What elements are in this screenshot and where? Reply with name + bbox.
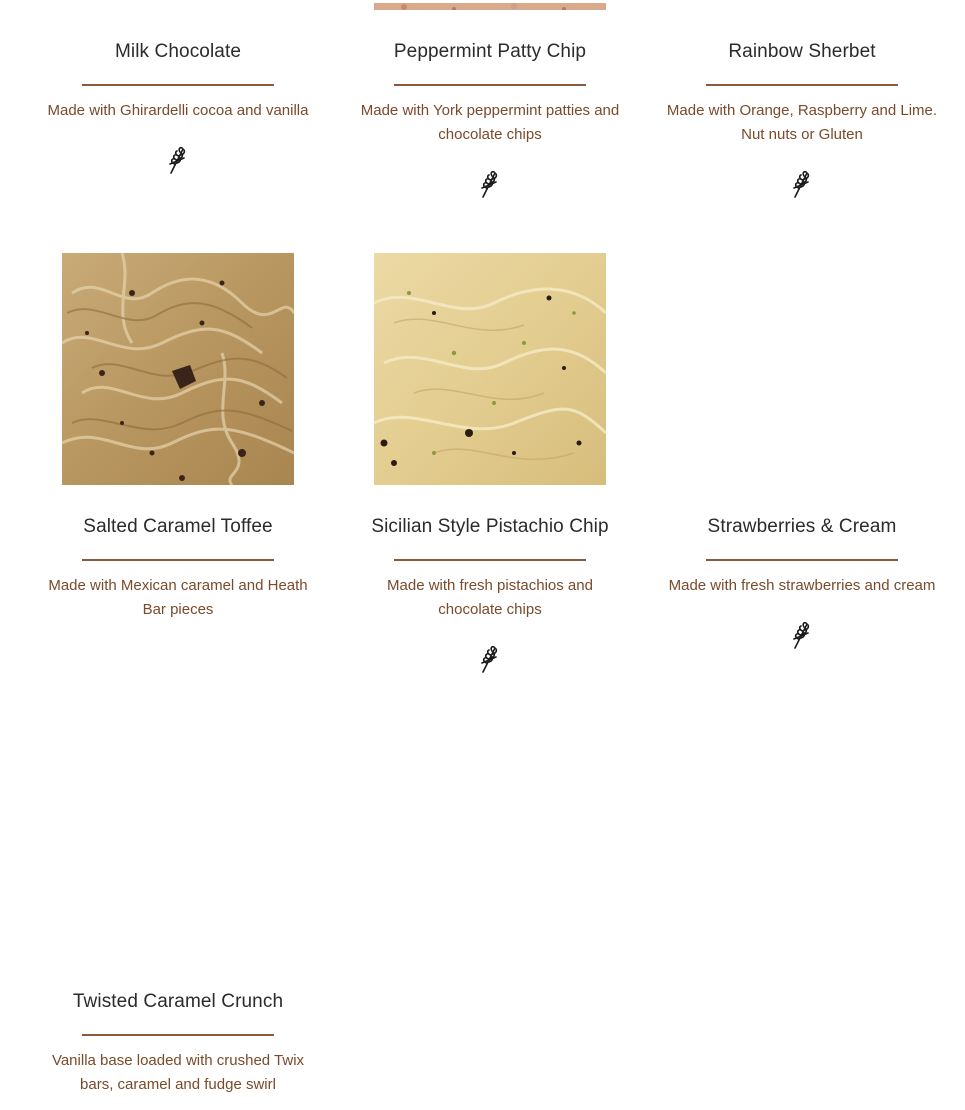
flavor-card-milk-chocolate xyxy=(22,0,334,200)
divider xyxy=(82,84,274,86)
flavor-title: Salted Caramel Toffee xyxy=(83,516,273,537)
flavor-title: Sicilian Style Pistachio Chip xyxy=(371,516,609,537)
flavor-photo-salted-caramel-toffee[interactable] xyxy=(62,253,294,485)
flavor-description: Made with York peppermint patties and chocolate chips xyxy=(360,102,620,143)
divider xyxy=(82,1034,274,1036)
flavor-card-twisted-caramel-crunch xyxy=(22,728,334,1110)
flavor-title: Strawberries & Cream xyxy=(707,516,897,537)
flavor-title: Rainbow Sherbet xyxy=(728,41,876,62)
wheat-icon xyxy=(480,170,500,198)
flavor-description: Vanilla base loaded with crushed Twix bars, caramel and fudge swirl xyxy=(51,1052,305,1093)
divider xyxy=(394,559,586,561)
wheat-icon xyxy=(480,645,500,673)
flavor-description: Made with fresh pistachios and chocolate chips xyxy=(387,577,593,618)
divider xyxy=(706,84,898,86)
flavor-description: Made with Orange, Raspberry and Lime. Nut nuts or Gluten xyxy=(666,102,938,143)
flavor-title: Twisted Caramel Crunch xyxy=(72,991,284,1012)
flavor-card-rainbow-sherbet xyxy=(646,0,958,210)
wheat-icon xyxy=(168,146,188,174)
divider xyxy=(82,559,274,561)
flavor-description: Made with fresh strawberries and cream xyxy=(668,577,936,594)
wheat-icon xyxy=(792,170,812,198)
flavor-title: Milk Chocolate xyxy=(114,41,241,62)
flavor-description: Made with Ghirardelli cocoa and vanilla xyxy=(47,102,309,119)
divider xyxy=(706,559,898,561)
flavor-card-sicilian-pistachio-chip xyxy=(334,253,646,683)
wheat-icon xyxy=(792,621,812,649)
flavor-description: Made with Mexican caramel and Heath Bar pieces xyxy=(48,577,308,618)
flavor-card-peppermint-patty-chip xyxy=(334,0,646,210)
flavor-card-strawberries-cream xyxy=(646,253,958,673)
flavor-title: Peppermint Patty Chip xyxy=(393,41,587,62)
flavor-card-salted-caramel-toffee xyxy=(22,253,334,633)
flavor-photo-sicilian-pistachio-chip[interactable] xyxy=(374,253,606,485)
divider xyxy=(394,84,586,86)
